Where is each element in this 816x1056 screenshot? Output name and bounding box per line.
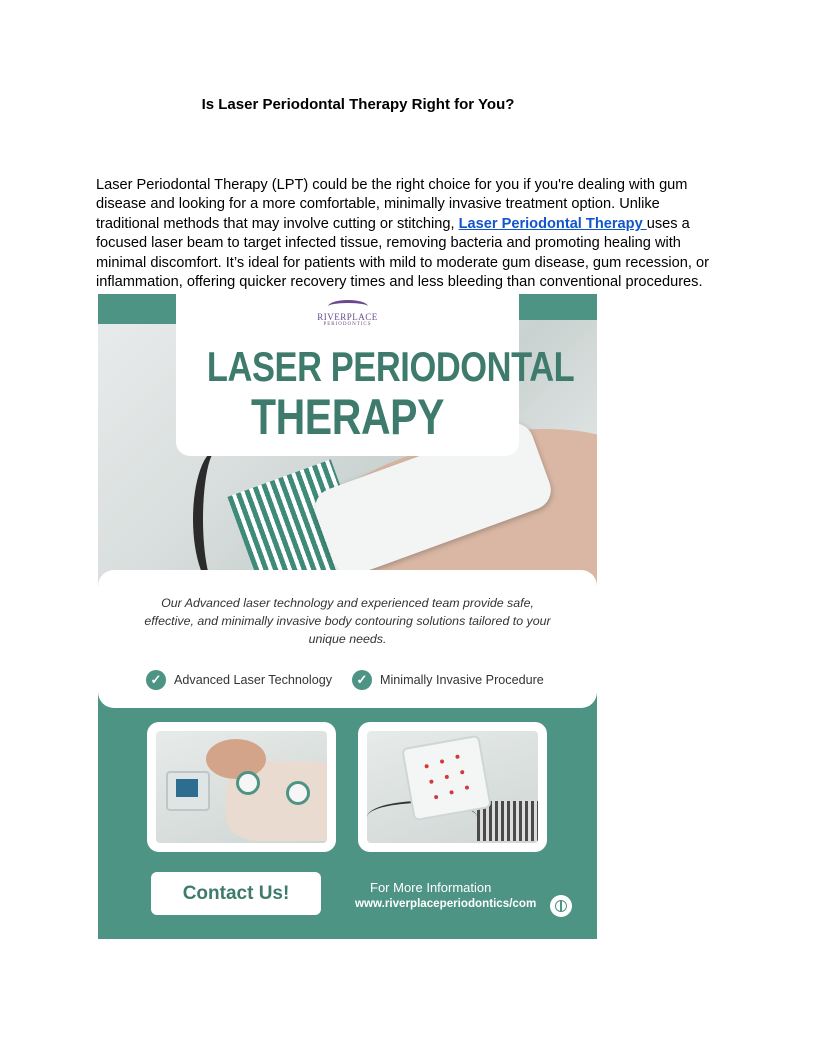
teal-band-right [519, 294, 597, 320]
laser-dot [424, 764, 429, 769]
laser-dot [434, 795, 439, 800]
treatment-photo-thumbnail-2 [358, 722, 547, 852]
treatment-photo-thumbnail-1 [147, 722, 336, 852]
contact-us-button: Contact Us! [151, 872, 321, 915]
laser-dot [465, 785, 470, 790]
thumbnail-image [156, 731, 327, 843]
laser-dot [440, 759, 445, 764]
feature-label: Minimally Invasive Procedure [380, 673, 544, 687]
check-icon: ✓ [352, 670, 372, 690]
intro-text-start: Laser Periodontal Therapy (LPT) could be the right choice for you if you're dealing with gum disease and looking for a more comfortable, minimally invasive treatment option. Unlike traditional methods that may involve cutting or stitching, [96, 177, 688, 232]
website-text: www.riverplaceperiodontics/com [355, 897, 537, 910]
riverplace-logo [176, 300, 519, 330]
logo-brand-subtext: PERIODONTICS [323, 322, 372, 327]
laser-dot [429, 779, 434, 784]
laser-dot [460, 770, 465, 775]
feature-minimally-invasive [352, 670, 544, 690]
headline-line-2: THERAPY [250, 389, 445, 445]
flyer-headline [206, 342, 575, 445]
laser-therapy-link[interactable]: Laser Periodontal Therapy [458, 215, 647, 232]
laser-dot [449, 790, 454, 795]
laser-dot [455, 754, 460, 759]
monitor-icon [166, 771, 210, 811]
headline-line-1: LASER PERIODONTAL [206, 343, 575, 390]
laser-probe-icon [286, 781, 310, 805]
page-title: Is Laser Periodontal Therapy Right for You? [201, 96, 515, 113]
thumbnail-image [367, 731, 538, 843]
teal-band-left [98, 294, 176, 324]
flyer-description: Our Advanced laser technology and experienced team provide safe, effective, and minimally invasive body contouring solutions tailored to your unique needs. [144, 596, 551, 646]
check-icon: ✓ [146, 670, 166, 690]
intro-paragraph [96, 176, 720, 292]
intro-text-end: uses a focused laser beam to target infected tissue, removing bacteria and promoting healing with minimal discomfort. It’s ideal for patients with mild to moderate gum disease, gum recession, or inflammation, offering quicker recovery times and less bleeding than conventional procedures. [96, 215, 709, 291]
laser-pad [401, 735, 492, 822]
laser-probe-icon [236, 771, 260, 795]
flyer-title-card [176, 294, 575, 456]
feature-advanced-laser [146, 670, 332, 690]
laser-dot [445, 775, 450, 780]
feature-label: Advanced Laser Technology [174, 673, 332, 687]
logo-brand-text: RIVERPLACE [317, 312, 378, 322]
promo-flyer-image [98, 294, 597, 939]
globe-icon [550, 895, 572, 917]
hand-shape [206, 739, 266, 779]
more-info-text: For More Information [370, 880, 492, 895]
flyer-info-card [98, 570, 597, 708]
